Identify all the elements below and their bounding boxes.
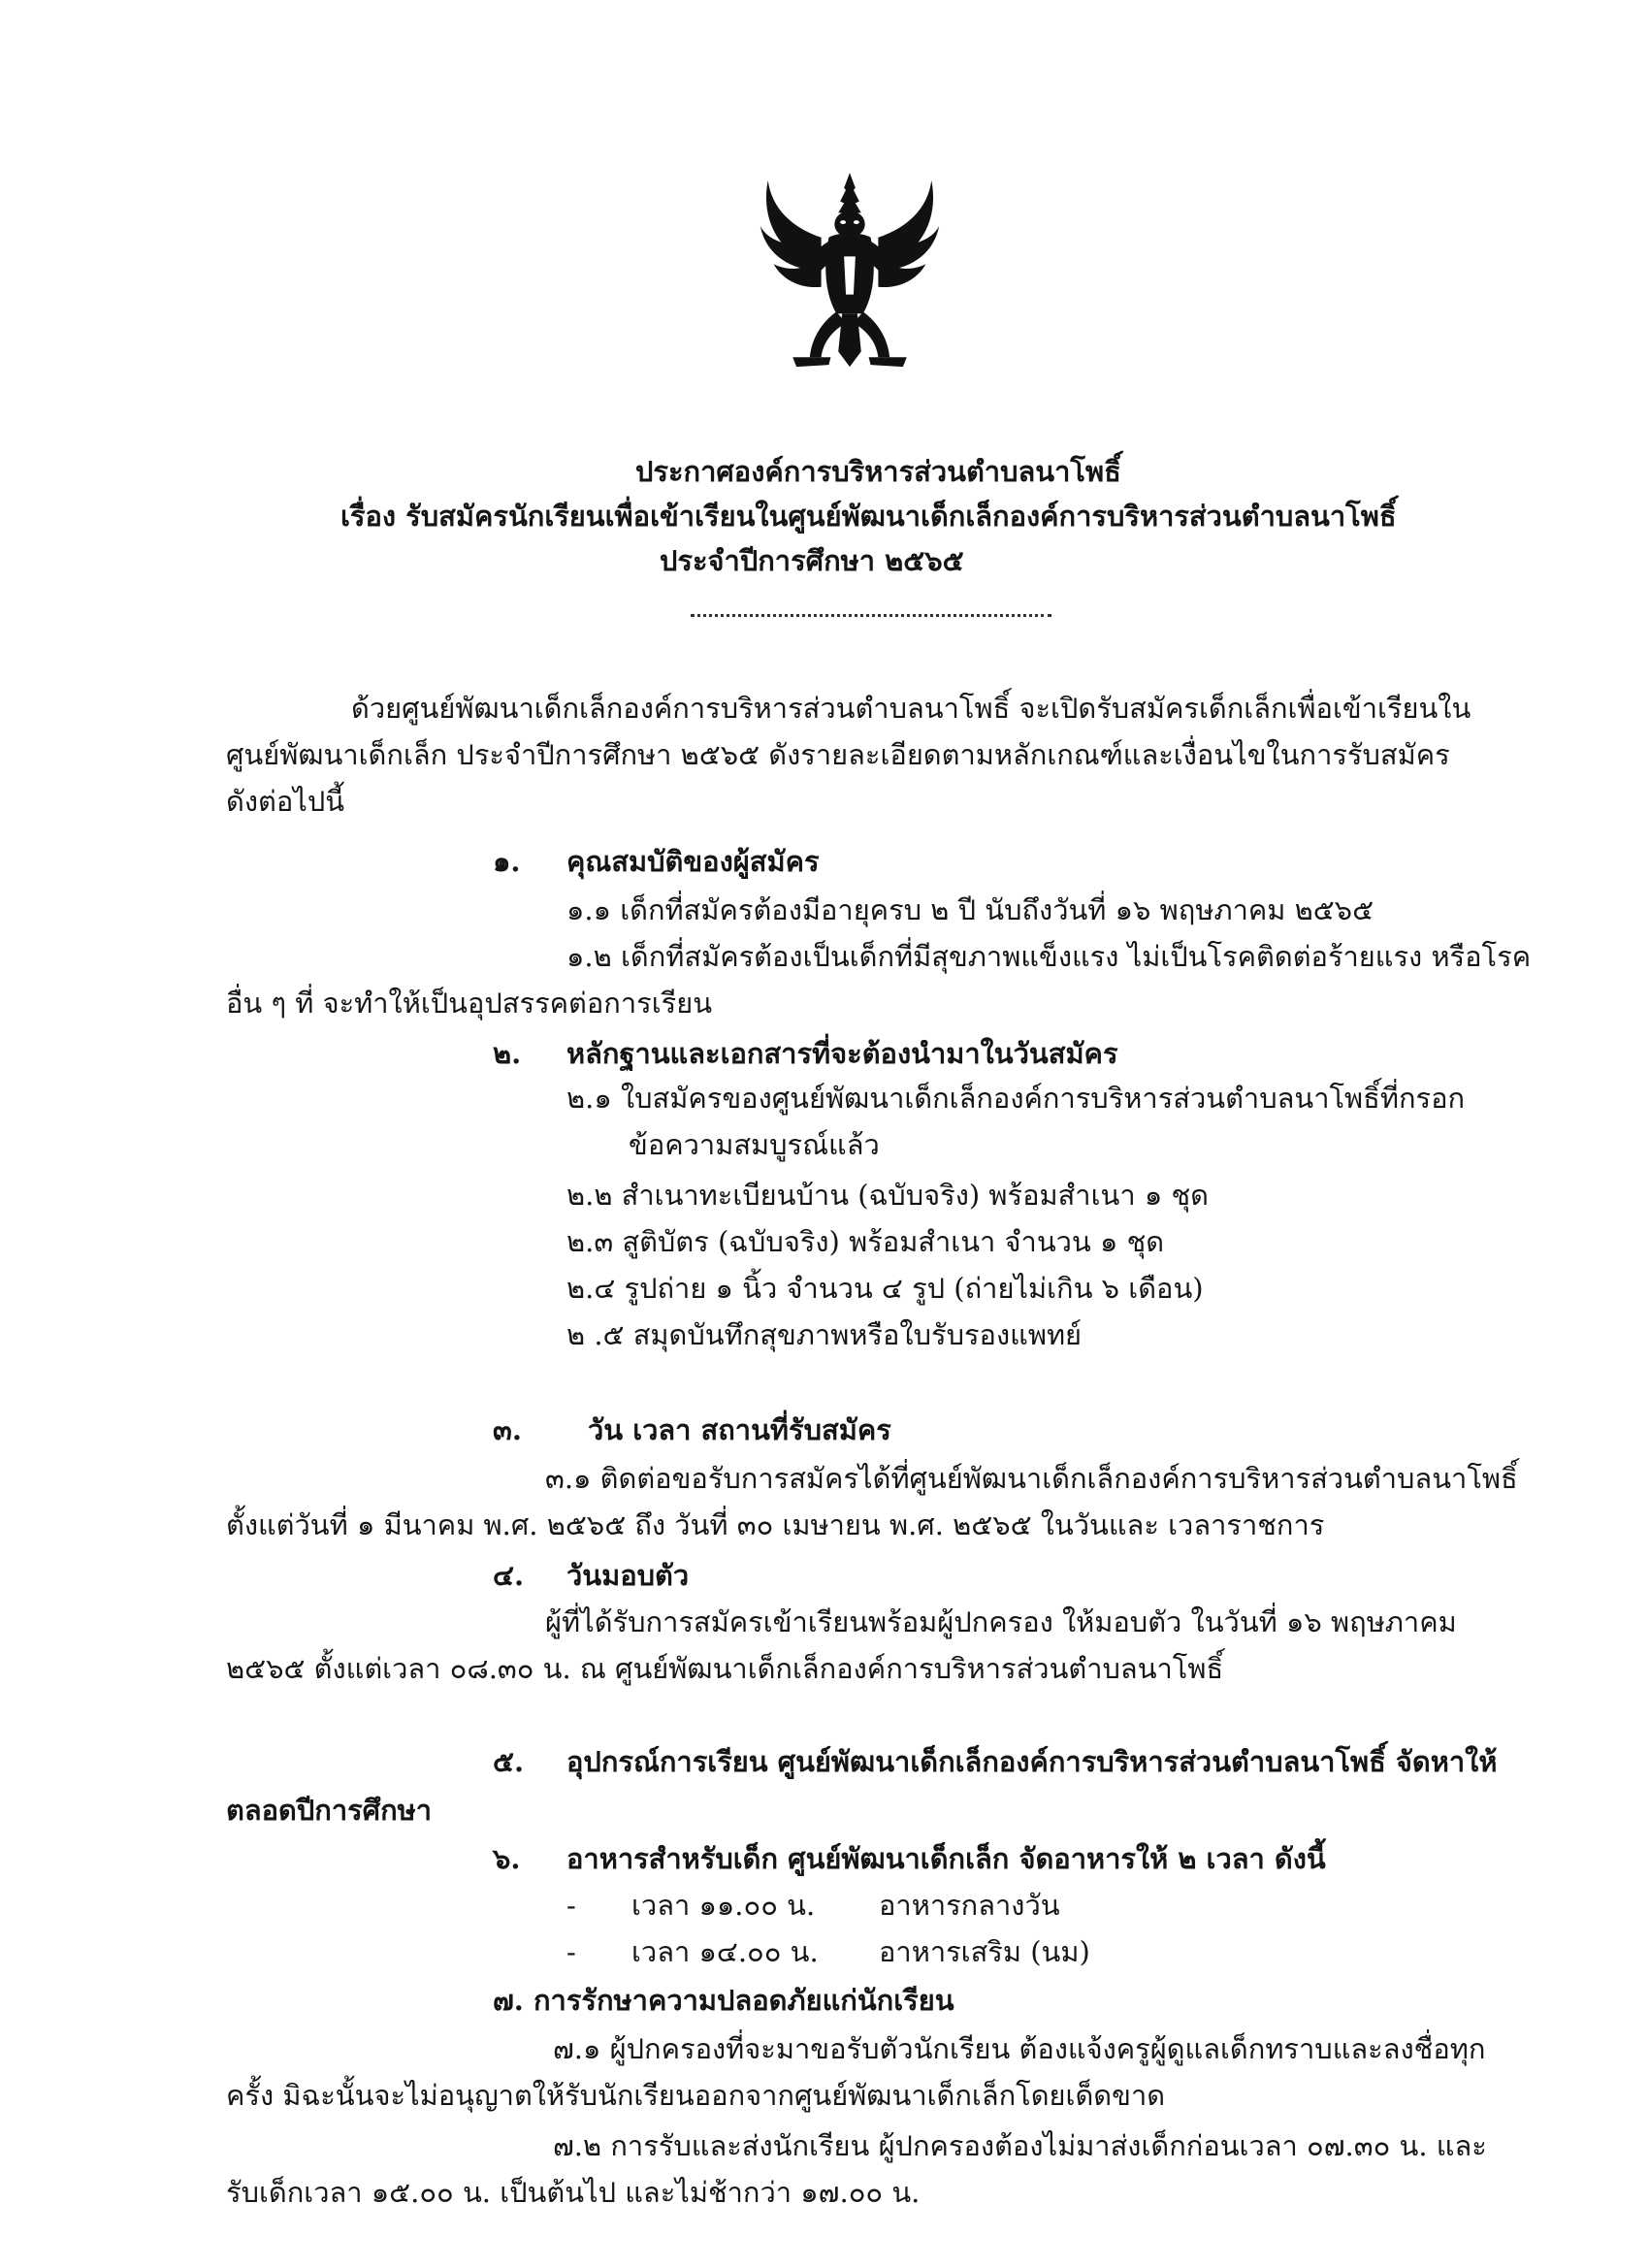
section-6-number: ๖. [493,1842,521,1875]
section-1-number: ๑. [493,845,521,878]
section-2-item-2: ๒.๒ สำเนาทะเบียนบ้าน (ฉบับจริง) พร้อมสำเนา ๑ ชุด [566,1179,1209,1212]
announcement-subject: เรื่อง รับสมัครนักเรียนเพื่อเข้าเรียนในศูนย์พัฒนาเด็กเล็กองค์การบริหารส่วนตำบลนาโพธิ์ [340,500,1397,533]
section-7-item-1-cont: ครั้ง มิฉะนั้นจะไม่อนุญาตให้รับนักเรียนออกจากศูนย์พัฒนาเด็กเล็กโดยเด็ดขาด [226,2079,1166,2112]
section-2-number: ๒. [493,1037,522,1070]
intro-line-3: ดังต่อไปนี้ [226,785,345,818]
meal-1-name: อาหารกลางวัน [879,1889,1060,1922]
section-2-item-4: ๒.๔ รูปถ่าย ๑ นิ้ว จำนวน ๔ รูป (ถ่ายไม่เกิน ๖ เดือน) [566,1272,1204,1305]
section-7-item-2: ๗.๒ การรับและส่งนักเรียน ผู้ปกครองต้องไม่มาส่งเด็กก่อนเวลา ๐๗.๓๐ น. และ [553,2129,1487,2162]
section-5-number: ๕. [493,1745,525,1778]
section-2-item-1: ๒.๑ ใบสมัครของศูนย์พัฒนาเด็กเล็กองค์การบริหารส่วนตำบลนาโพธิ์ที่กรอก [566,1082,1466,1115]
intro-line-2: ศูนย์พัฒนาเด็กเล็ก ประจำปีการศึกษา ๒๕๖๕ ดังรายละเอียดตามหลักเกณฑ์และเงื่อนไขในการรับสมัคร [226,738,1450,771]
section-3-item-1: ๓.๑ ติดต่อขอรับการสมัครได้ที่ศูนย์พัฒนาเด็กเล็กองค์การบริหารส่วนตำบลนาโพธิ์ [545,1462,1518,1495]
section-3-item-1-cont: ตั้งแต่วันที่ ๑ มีนาคม พ.ศ. ๒๕๖๕ ถึง วันที่ ๓๐ เมษายน พ.ศ. ๒๕๖๕ ในวันและ เวลาราชการ [226,1508,1325,1541]
meal-2-dash: - [566,1935,576,1968]
section-5-cont: ตลอดปีการศึกษา [226,1794,433,1827]
section-3-number: ๓. [493,1413,522,1446]
section-1-title: คุณสมบัติของผู้สมัคร [566,845,820,878]
section-3-title: วัน เวลา สถานที่รับสมัคร [588,1413,891,1446]
section-1-item-2-cont: อื่น ๆ ที่ จะทำให้เป็นอุปสรรคต่อการเรียน [226,987,713,1020]
header-divider [691,614,1051,617]
section-2-item-5: ๒ .๕ สมุดบันทึกสุขภาพหรือใบรับรองแพทย์ [566,1318,1083,1351]
academic-year: ประจำปีการศึกษา ๒๕๖๕ [660,544,964,577]
section-2-title: หลักฐานและเอกสารที่จะต้องนำมาในวันสมัคร [566,1037,1118,1070]
meal-1-time: เวลา ๑๑.๐๐ น. [631,1889,816,1922]
meal-2-name: อาหารเสริม (นม) [879,1935,1090,1968]
meal-1-dash: - [566,1889,576,1922]
section-7-item-2-cont: รับเด็กเวลา ๑๕.๐๐ น. เป็นต้นไป และไม่ช้ากว่า ๑๗.๐๐ น. [226,2176,921,2209]
section-4-line-1: ผู้ที่ได้รับการสมัครเข้าเรียนพร้อมผู้ปกครอง ให้มอบตัว ในวันที่ ๑๖ พฤษภาคม [545,1605,1457,1638]
section-1-item-1: ๑.๑ เด็กที่สมัครต้องมีอายุครบ ๒ ปี นับถึงวันที่ ๑๖ พฤษภาคม ๒๕๖๕ [566,893,1374,926]
meal-2-time: เวลา ๑๔.๐๐ น. [631,1935,819,1968]
section-2-item-3: ๒.๓ สูติบัตร (ฉบับจริง) พร้อมสำเนา จำนวน ๑ ชุด [566,1225,1165,1258]
intro-line-1: ด้วยศูนย์พัฒนาเด็กเล็กองค์การบริหารส่วนตำบลนาโพธิ์ จะเปิดรับสมัครเด็กเล็กเพื่อเข้าเรียนใน [351,692,1471,725]
section-5-title: อุปกรณ์การเรียน ศูนย์พัฒนาเด็กเล็กองค์การบริหารส่วนตำบลนาโพธิ์ จัดหาให้ [566,1745,1498,1778]
section-4-title: วันมอบตัว [566,1559,690,1592]
section-7-item-1: ๗.๑ ผู้ปกครองที่จะมาขอรับตัวนักเรียน ต้องแจ้งครูผู้ดูแลเด็กทราบและลงชื่อทุก [553,2032,1486,2065]
section-4-line-2: ๒๕๖๕ ตั้งแต่เวลา ๐๘.๓๐ น. ณ ศูนย์พัฒนาเด็กเล็กองค์การบริหารส่วนตำบลนาโพธิ์ [226,1652,1224,1685]
section-6-title: อาหารสำหรับเด็ก ศูนย์พัฒนาเด็กเล็ก จัดอาหารให้ ๒ เวลา ดังนี้ [566,1842,1326,1875]
section-4-number: ๔. [493,1559,525,1592]
announcement-title: ประกาศองค์การบริหารส่วนตำบลนาโพธิ์ [635,455,1121,488]
section-7-title: ๗. การรักษาความปลอดภัยแก่นักเรียน [493,1984,954,2017]
section-1-item-2: ๑.๒ เด็กที่สมัครต้องเป็นเด็กที่มีสุขภาพแข็งแรง ไม่เป็นโรคติดต่อร้ายแรง หรือโรค [566,940,1532,973]
garuda-emblem-icon [755,171,945,380]
section-2-item-1-cont: ข้อความสมบูรณ์แล้ว [629,1128,880,1161]
